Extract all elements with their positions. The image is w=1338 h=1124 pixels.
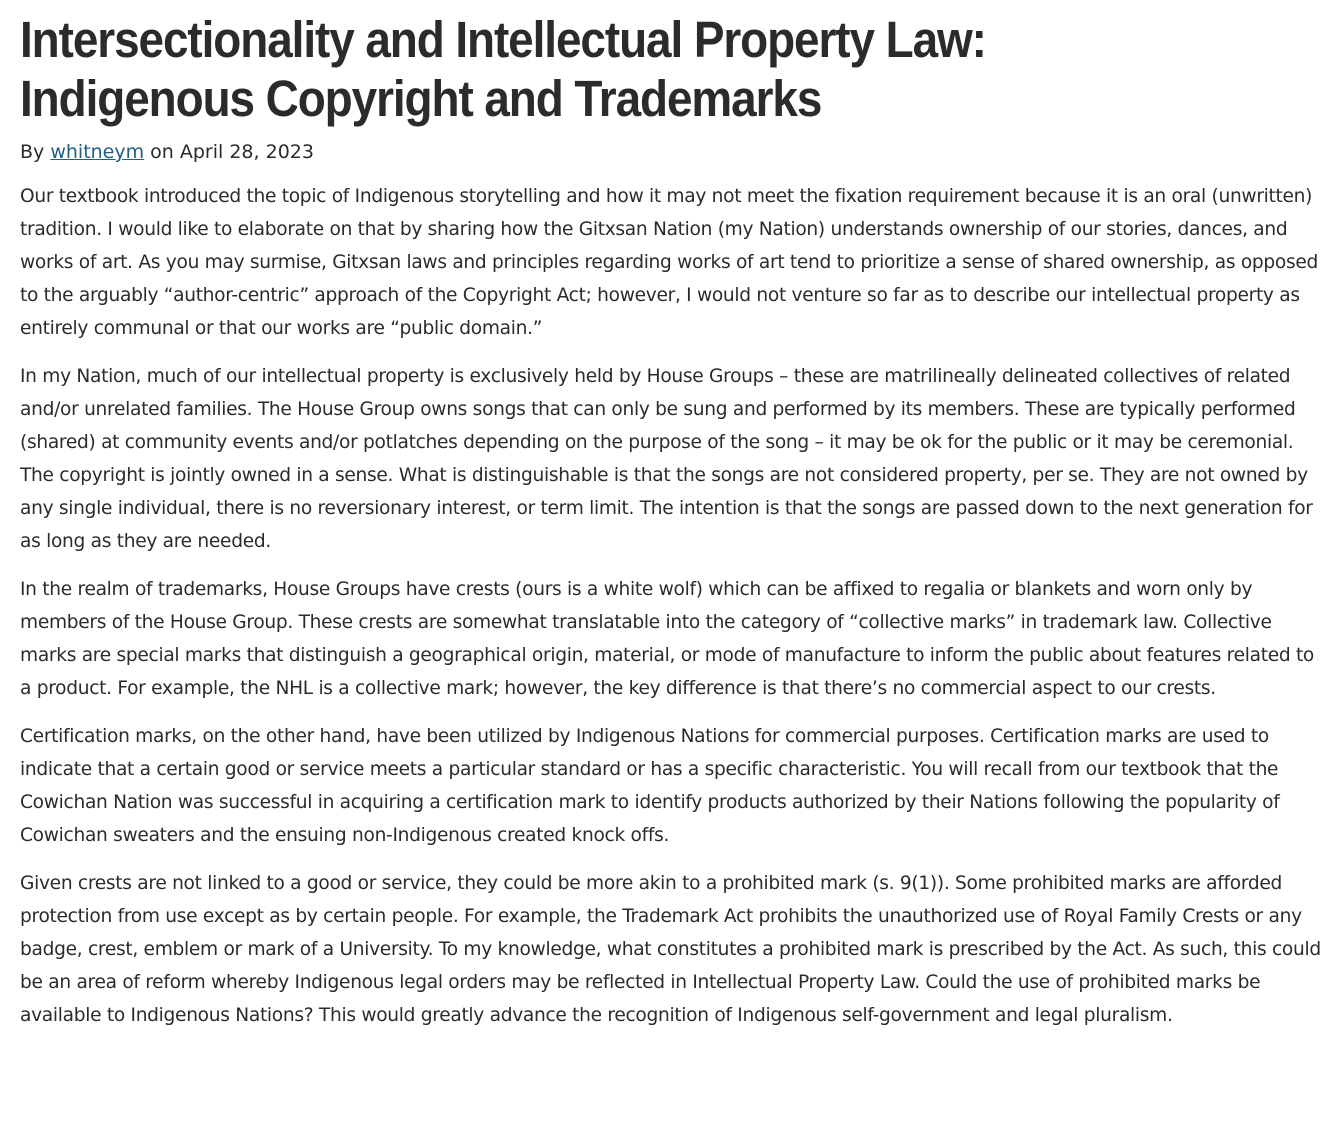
- article-body: [20, 180, 1324, 1032]
- post-date: on April 28, 2023: [150, 141, 314, 163]
- article-title-line-2: Indigenous Copyright and Trademarks: [20, 70, 822, 127]
- article-title-line-1: Intersectionality and Intellectual Property Law:: [20, 11, 986, 68]
- paragraph-4: Certification marks, on the other hand, have been utilized by Indigenous Nations for commercial purposes. Certification marks are used to indicate that a certain good or service meets a particular standard or has a specific characteristic. You will recall from our textbook that the Cowichan Nation was successful in acquiring a certification mark to identify products authorized by their Nations following the popularity of Cowichan sweaters and the ensuing non-Indigenous created knock offs.: [20, 726, 1280, 846]
- paragraph-3: In the realm of trademarks, House Groups have crests (ours is a white wolf) which can be affixed to regalia or blankets and worn only by members of the House Group. These crests are somewhat translatable into the category of “collective marks” in trademark law. Collective marks are special marks that distinguish a geographical origin, material, or mode of manufacture to inform the public about features related to a product. For example, the NHL is a collective mark; however, the key difference is that there’s no commercial aspect to our crests.: [20, 579, 1315, 699]
- article-title: [20, 10, 1100, 128]
- paragraph-1: Our textbook introduced the topic of Indigenous storytelling and how it may not meet the fixation requirement because it is an oral (unwritten) tradition. I would like to elaborate on that by sharing how the Gitxsan Nation (my Nation) understands ownership of our stories, dances, and works of art. As you may surmise, Gitxsan laws and principles regarding works of art tend to prioritize a sense of shared ownership, as opposed to the arguably “author-centric” approach of the Copyright Act; however, I would not venture so far as to describe our intellectual property as entirely communal or that our works are “public domain.”: [20, 186, 1319, 339]
- author-link[interactable]: whitneym: [50, 141, 145, 163]
- paragraph-2: In my Nation, much of our intellectual property is exclusively held by House Groups – these are matrilineally delineated collectives of related and/or unrelated families. The House Group owns songs that can only be sung and performed by its members. These are typically performed (shared) at community events and/or potlatches depending on the purpose of the song – it may be ok for the public or it may be ceremonial. The copyright is jointly owned in a sense. What is distinguishable is that the songs are not considered property, per se. They are not owned by any single individual, there is no reversionary interest, or term limit. The intention is that the songs are passed down to the next generation for as long as they are needed.: [20, 366, 1313, 552]
- paragraph-5: Given crests are not linked to a good or service, they could be more akin to a prohibited mark (s. 9(1)). Some prohibited marks are afforded protection from use except as by certain people. For example, the Trademark Act prohibits the unauthorized use of Royal Family Crests or any badge, crest, emblem or mark of a University. To my knowledge, what constitutes a prohibited mark is prescribed by the Act. As such, this could be an area of reform whereby Indigenous legal orders may be reflected in Intellectual Property Law. Could the use of prohibited marks be available to Indigenous Nations? This would greatly advance the recognition of Indigenous self-government and legal pluralism.: [20, 873, 1321, 1026]
- byline-prefix: By: [20, 141, 45, 163]
- byline: [20, 139, 1324, 165]
